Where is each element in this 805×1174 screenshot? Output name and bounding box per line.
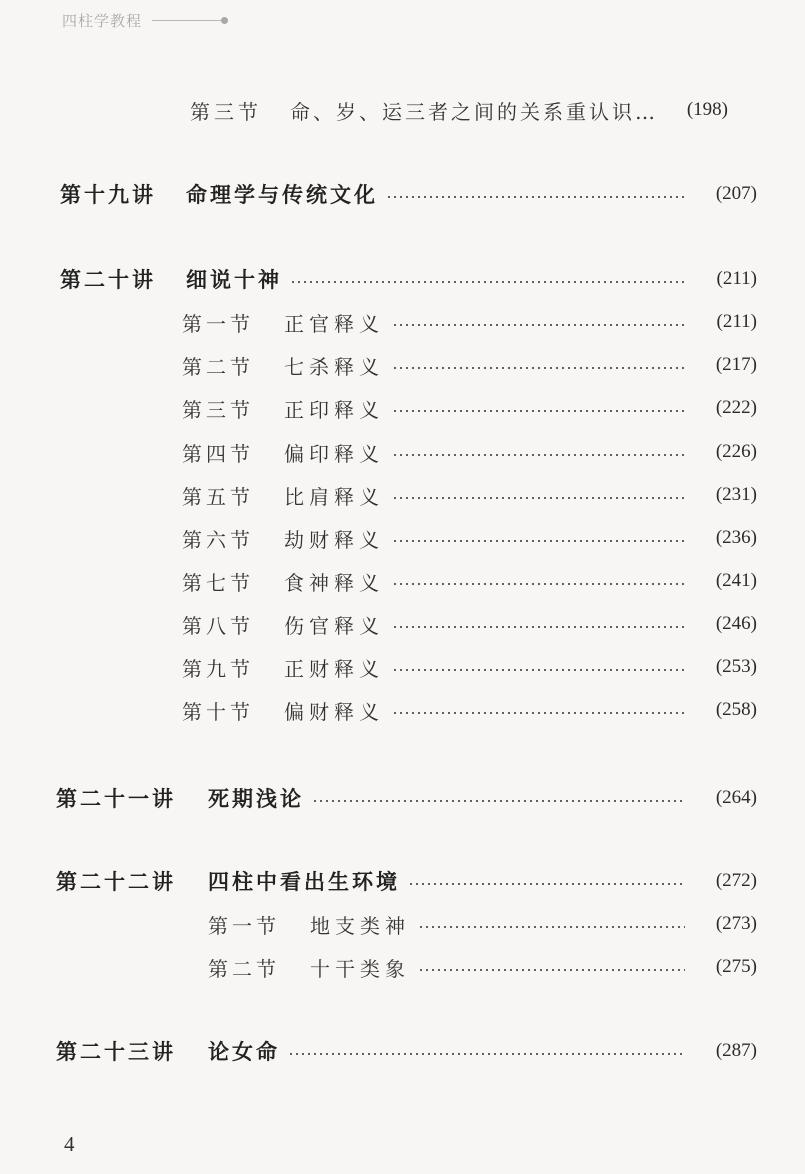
toc-entry-ch23[interactable] [56,1034,757,1068]
toc-leader [392,367,685,369]
toc-page-number: (273) [715,913,757,934]
toc-section-label: 第五节 [182,484,254,509]
toc-section-label: 第四节 [182,441,254,466]
toc-section-title: 正官释义 [284,311,384,336]
toc-entry-ch22[interactable] [56,864,757,898]
toc-page-number: (207) [715,183,757,204]
toc-chapter-title: 细说十神 [186,268,282,292]
toc-entry-prev-section[interactable] [190,93,757,127]
toc-chapter-label: 第二十一讲 [56,787,176,811]
toc-section-title: 十干类象 [310,956,410,981]
toc-leader [392,712,685,714]
toc-chapter-title: 命理学与传统文化 [186,183,378,207]
toc-leader [418,926,685,928]
toc-section-title: 食神释义 [284,570,384,595]
toc-leader [386,196,685,198]
toc-section-label: 第二节 [208,956,280,981]
running-header [62,10,228,31]
toc-entry-ch19[interactable] [60,177,757,211]
toc-leader [392,454,685,456]
toc-entry-ch20-s8[interactable] [182,607,757,641]
toc-leader [312,800,685,802]
toc-leader [392,324,685,326]
toc-page-number: (236) [715,527,757,548]
toc-section-title: 正财释义 [284,656,384,681]
toc-chapter-title: 论女命 [208,1040,280,1064]
toc-leader [392,540,685,542]
toc-entry-ch20[interactable] [60,262,757,296]
toc-page-number: (253) [715,656,757,677]
toc-section-title: 偏财释义 [284,699,384,724]
toc-entry-ch22-s1[interactable] [208,907,757,941]
toc-entry-ch21[interactable] [56,781,757,815]
toc-entry-ch20-s9[interactable] [182,650,757,684]
toc-leader [392,626,685,628]
toc-leader [288,1053,685,1055]
toc-section-title: 正印释义 [284,397,384,422]
toc-leader [392,669,685,671]
toc-page-number: (226) [715,441,757,462]
toc-chapter-title: 死期浅论 [208,787,304,811]
toc-page-number: (211) [716,311,757,332]
toc-page-number: (198) [686,99,728,120]
toc-page-number: (222) [715,397,757,418]
toc-section-title: 劫财释义 [284,527,384,552]
toc-section-label: 第十节 [182,699,254,724]
toc-page-number: (246) [715,613,757,634]
toc-section-label: 第七节 [182,570,254,595]
toc-entry-ch20-s7[interactable] [182,564,757,598]
toc-section-title: 七杀释义 [284,354,384,379]
header-dot [221,17,228,24]
toc-entry-ch20-s10[interactable] [182,693,757,727]
toc-section-title: 偏印释义 [284,441,384,466]
toc-page-number: (211) [716,268,757,289]
toc-section-title: 比肩释义 [284,484,384,509]
toc-leader [418,969,685,971]
header-rule [152,20,222,21]
toc-leader [290,281,685,283]
toc-section-label: 第三节 [182,397,254,422]
toc-page-number: (258) [715,699,757,720]
toc-page-number: (272) [715,870,757,891]
toc-chapter-label: 第十九讲 [60,183,156,207]
toc-entry-ch20-s1[interactable] [182,305,757,339]
toc-leader [408,883,685,885]
toc-page-number: (264) [715,787,757,808]
toc-chapter-label: 第二十讲 [60,268,156,292]
toc-entry-ch22-s2[interactable] [208,950,757,984]
toc-section-title: 命、岁、运三者之间的关系重认识… [290,99,658,124]
toc-chapter-label: 第二十二讲 [56,870,176,894]
running-title: 四柱学教程 [62,12,143,30]
toc-chapter-label: 第二十三讲 [56,1040,176,1064]
toc-leader [392,497,685,499]
toc-entry-ch20-s2[interactable] [182,348,757,382]
toc-section-label: 第八节 [182,613,254,638]
toc-section-label: 第二节 [182,354,254,379]
toc-section-label: 第三节 [190,99,262,124]
toc-leader [392,410,685,412]
toc-section-label: 第六节 [182,527,254,552]
toc-section-label: 第九节 [182,656,254,681]
toc-section-label: 第一节 [208,913,280,938]
toc-leader [392,583,685,585]
toc-entry-ch20-s5[interactable] [182,478,757,512]
toc-entry-ch20-s3[interactable] [182,391,757,425]
toc-section-title: 地支类神 [310,913,410,938]
toc-section-title: 伤官释义 [284,613,384,638]
toc-chapter-title: 四柱中看出生环境 [208,870,400,894]
toc-page-number: (241) [715,570,757,591]
toc-entry-ch20-s6[interactable] [182,521,757,555]
toc-page-number: (287) [715,1040,757,1061]
toc-page-number: (275) [715,956,757,977]
toc-page-number: (217) [715,354,757,375]
toc-entry-ch20-s4[interactable] [182,435,757,469]
toc-section-label: 第一节 [182,311,254,336]
toc-page-number: (231) [715,484,757,505]
page-number: 4 [64,1132,75,1156]
